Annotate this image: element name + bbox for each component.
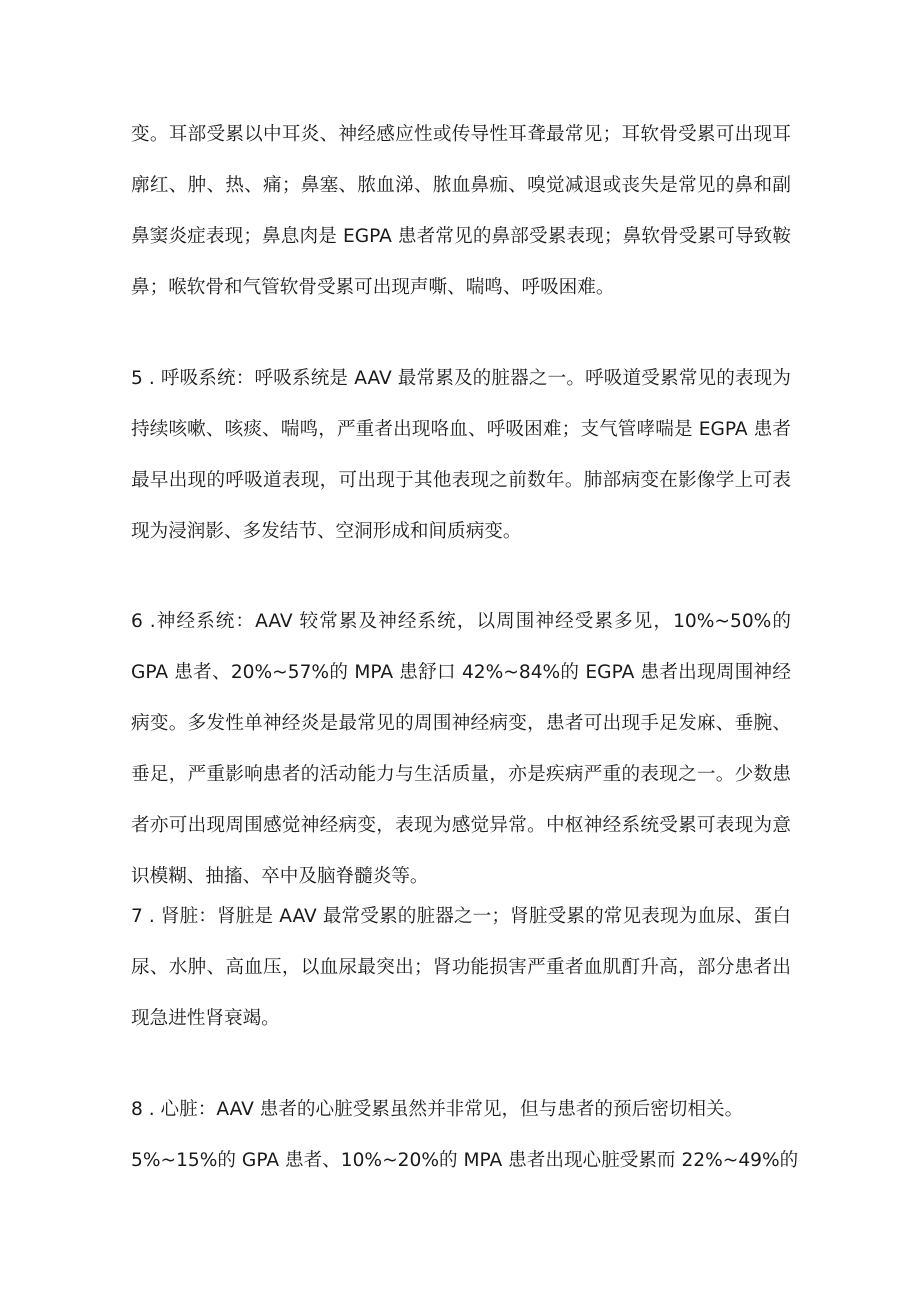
text-line: 7 . 肾脏：肾脏是 AAV 最常受累的脏器之一；肾脏受累的常见表现为血尿、蛋白 xyxy=(131,906,791,927)
text-line: 识模糊、抽搐、卒中及脑脊髓炎等。 xyxy=(131,866,429,887)
text-line: 鼻窦炎症表现；鼻息肉是 EGPA 患者常见的鼻部受累表现；鼻软骨受累可导致鞍 xyxy=(131,226,791,247)
text-line: 8 . 心脏：AAV 患者的心脏受累虽然并非常见，但与患者的预后密切相关。 xyxy=(131,1099,744,1120)
text-line: 5%~15%的 GPA 患者、10%~20%的 MPA 患者出现心脏受累而 22%~49%的 xyxy=(131,1150,799,1171)
text-line: 垂足，严重影响患者的活动能力与生活质量，亦是疾病严重的表现之一。少数患 xyxy=(131,764,791,785)
text-line: 鼻；喉软骨和气管软骨受累可出现声嘶、喘鸣、呼吸困难。 xyxy=(131,277,615,298)
text-line: 变。耳部受累以中耳炎、神经感应性或传导性耳聋最常见；耳软骨受累可出现耳 xyxy=(131,124,791,145)
text-line: 廓红、肿、热、痛；鼻塞、脓血涕、脓血鼻痂、嗅觉减退或丧失是常见的鼻和副 xyxy=(131,175,791,196)
text-line: 现为浸润影、多发结节、空洞形成和间质病变。 xyxy=(131,521,522,542)
text-line: GPA 患者、20%~57%的 MPA 患舒口 42%~84%的 EGPA 患者出现周围神经 xyxy=(131,662,791,683)
text-line: 持续咳嗽、咳痰、喘鸣，严重者出现咯血、呼吸困难；支气管哮喘是 EGPA 患者 xyxy=(131,419,791,440)
text-line: 6 .神经系统：AAV 较常累及神经系统，以周围神经受累多见，10%~50%的 xyxy=(131,611,791,632)
paragraph-ear-nose-throat xyxy=(131,109,791,313)
paragraph-respiratory-system xyxy=(131,353,791,557)
text-line: 最早出现的呼吸道表现，可出现于其他表现之前数年。肺部病变在影像学上可表 xyxy=(131,470,791,491)
text-line: 者亦可出现周围感觉神经病变，表现为感觉异常。中枢神经系统受累可表现为意 xyxy=(131,815,791,836)
paragraph-heart xyxy=(131,1084,799,1186)
text-line: 现急进性肾衰竭。 xyxy=(131,1008,280,1029)
text-line: 病变。多发性单神经炎是最常见的周围神经病变，患者可出现手足发麻、垂腕、 xyxy=(131,713,791,734)
text-line: 尿、水肿、高血压，以血尿最突出；肾功能损害严重者血肌酊升高，部分患者出 xyxy=(131,957,791,978)
text-line: 5 . 呼吸系统：呼吸系统是 AAV 最常累及的脏器之一。呼吸道受累常见的表现为 xyxy=(131,368,791,389)
paragraph-nervous-system xyxy=(131,596,791,902)
paragraph-kidney xyxy=(131,891,791,1044)
